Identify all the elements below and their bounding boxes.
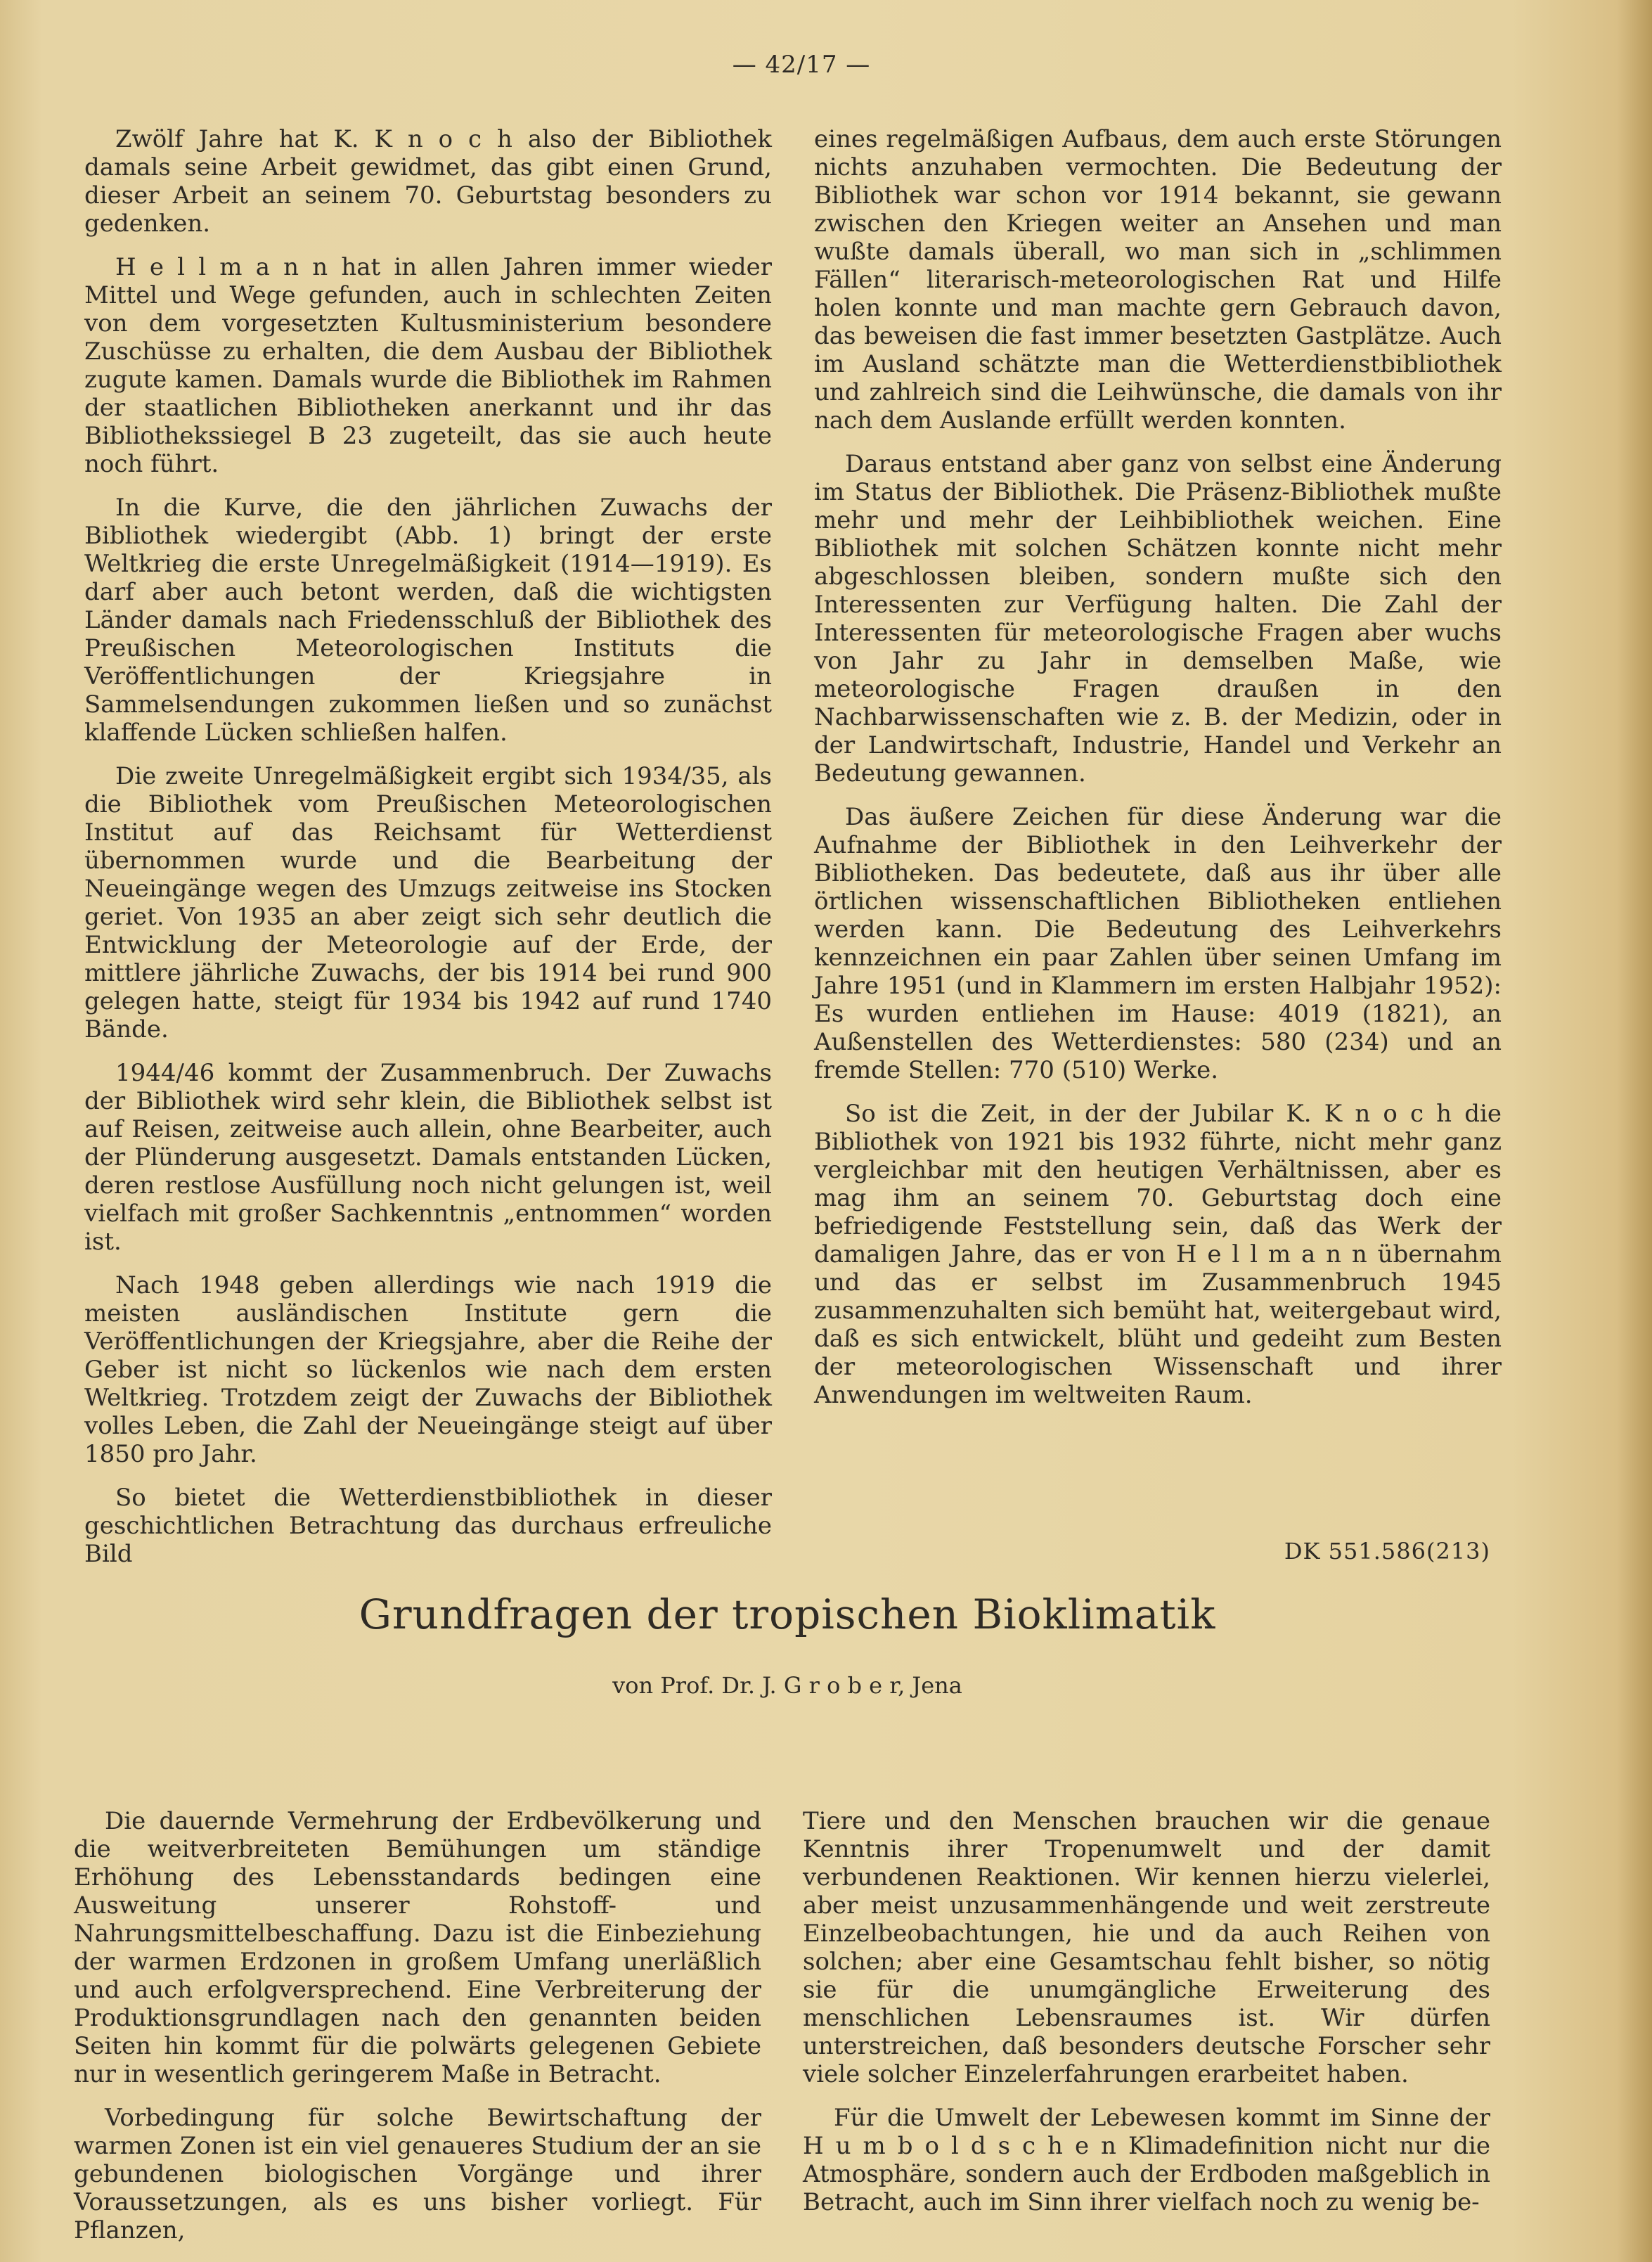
paragraph: Das äußere Zeichen für diese Änderung war die Aufnahme der Bibliothek in den Leihverkehr der Bibliotheken. Das bedeutete, daß aus ihr über alle örtlichen wissenschaftlichen Bibliotheken entliehen werden kann. Die Bedeutung des Leihverkehrs kennzeichnen ein paar Zahlen über seinen Umfang im Jahre 1951 (und in Klammern im ersten Halbjahr 1952): Es wurden entliehen im Hause: 4019 (1821), an Außenstellen des Wetterdienstes: 580 (234) und an fremde Stellen: 770 (510) Werke. (814, 803, 1502, 1084)
paragraph: H e l l m a n n hat in allen Jahren immer wieder Mittel und Wege gefunden, auch in schlechten Zeiten von dem vorgesetzten Kultusministerium besondere Zuschüsse zu erhalten, die dem Ausbau der Bibliothek zugute kamen. Damals wurde die Bibliothek im Rahmen der staatlichen Bibliotheken anerkannt und ihr das Bibliothekssiegel B 23 zugeteilt, das sie auch heute noch führt. (84, 253, 772, 478)
page-number: — 42/17 — (732, 51, 871, 79)
column-1 (84, 125, 772, 1583)
column-4 (803, 1807, 1490, 2232)
paragraph: Vorbedingung für solche Bewirtschaftung der warmen Zonen ist ein viel genaueres Studium der an sie gebundenen biologischen Vorgänge und ihrer Voraussetzungen, als es uns bisher vorliegt. Für Pflanzen, (74, 2104, 761, 2244)
paragraph: Nach 1948 geben allerdings wie nach 1919 die meisten ausländischen Institute gern die Veröffentlichungen der Kriegsjahre, aber die Reihe der Geber ist nicht so lückenlos wie nach dem ersten Weltkrieg. Trotzdem zeigt der Zuwachs der Bibliothek volles Leben, die Zahl der Neueingänge steigt auf über 1850 pro Jahr. (84, 1271, 772, 1468)
paragraph: Tiere und den Menschen brauchen wir die genaue Kenntnis ihrer Tropenumwelt und der damit verbundenen Reaktionen. Wir kennen hierzu vielerlei, aber meist unzusammenhängende und weit zerstreute Einzelbeobachtungen, hie und da auch Reihen von solchen; aber eine Gesamtschau fehlt bisher, so nötig sie für die unumgängliche Erweiterung des menschlichen Lebensraumes ist. Wir dürfen unterstreichen, daß besonders deutsche Forscher sehr viele solcher Einzelerfahrungen erarbeitet haben. (803, 1807, 1490, 2088)
paragraph: Die zweite Unregelmäßigkeit ergibt sich 1934/35, als die Bibliothek vom Preußischen Meteorologischen Institut auf das Reichsamt für Wetterdienst übernommen wurde und die Bearbeitung der Neueingänge wegen des Umzugs zeitweise ins Stocken geriet. Von 1935 an aber zeigt sich sehr deutlich die Entwicklung der Meteorologie auf der Erde, der mittlere jährliche Zuwachs, der bis 1914 bei rund 900 gelegen hatte, steigt für 1934 bis 1942 auf rund 1740 Bände. (84, 762, 772, 1043)
paragraph: 1944/46 kommt der Zusammenbruch. Der Zuwachs der Bibliothek wird sehr klein, die Bibliothek selbst ist auf Reisen, zeitweise auch allein, ohne Bearbeiter, auch der Plünderung ausgesetzt. Damals entstanden Lücken, deren restlose Ausfüllung noch nicht gelungen ist, weil vielfach mit großer Sachkenntnis „entnommen“ worden ist. (84, 1059, 772, 1256)
paragraph: eines regelmäßigen Aufbaus, dem auch erste Störungen nichts anzuhaben vermochten. Die Bedeutung der Bibliothek war schon vor 1914 bekannt, sie gewann zwischen den Kriegen weiter an Ansehen und man wußte damals überall, wo man sich in „schlimmen Fällen“ literarisch-meteorologischen Rat und Hilfe holen konnte und man machte gern Gebrauch davon, das beweisen die fast immer besetzten Gastplätze. Auch im Ausland schätzte man die Wetterdienstbibliothek und zahlreich sind die Leihwünsche, die damals von ihr nach dem Auslande erfüllt werden konnten. (814, 125, 1502, 435)
article-title: Grundfragen der tropischen Bioklimatik (359, 1591, 1216, 1638)
paragraph: Die dauernde Vermehrung der Erdbevölkerung und die weitverbreiteten Bemühungen um ständige Erhöhung des Lebensstandards bedingen eine Ausweitung unserer Rohstoff- und Nahrungsmittelbeschaffung. Dazu ist die Einbeziehung der warmen Erdzonen in großem Umfang unerläßlich und auch erfolgversprechend. Eine Verbreiterung der Produktionsgrundlagen nach den genannten beiden Seiten hin kommt für die polwärts gelegenen Gebiete nur in wesentlich geringerem Maße in Betracht. (74, 1807, 761, 2088)
paragraph: In die Kurve, die den jährlichen Zuwachs der Bibliothek wiedergibt (Abb. 1) bringt der erste Weltkrieg die erste Unregelmäßigkeit (1914—1919). Es darf aber auch betont werden, daß die wichtigsten Länder damals nach Friedensschluß der Bibliothek des Preußischen Meteorologischen Instituts die Veröffentlichungen der Kriegsjahre in Sammelsendungen zukommen ließen und so zunächst klaffende Lücken schließen halfen. (84, 494, 772, 747)
column-3 (74, 1807, 761, 2260)
paragraph: So bietet die Wetterdienstbibliothek in dieser geschichtlichen Betrachtung das durchaus erfreuliche Bild (84, 1484, 772, 1568)
author-line: von Prof. Dr. J. G r o b e r, Jena (612, 1672, 962, 1699)
dk-classification: DK 551.586(213) (1284, 1538, 1490, 1564)
paragraph: So ist die Zeit, in der der Jubilar K. K n o c h die Bibliothek von 1921 bis 1932 führte, nicht mehr ganz vergleichbar mit den heutigen Verhältnissen, aber es mag ihm an seinem 70. Geburtstag doch eine befriedigende Feststellung sein, daß das Werk der damaligen Jahre, das er von H e l l m a n n übernahm und das er selbst im Zusammenbruch 1945 zusammenzuhalten sich bemüht hat, weitergebaut wird, daß es sich entwickelt, blüht und gedeiht zum Besten der meteorologischen Wissenschaft und ihrer Anwendungen im weltweiten Raum. (814, 1100, 1502, 1409)
column-2 (814, 125, 1502, 1425)
paragraph: Für die Umwelt der Lebewesen kommt im Sinne der H u m b o l d s c h e n Klimadefinition nicht nur die Atmosphäre, sondern auch der Erdboden maßgeblich in Betracht, auch im Sinn ihrer vielfach noch zu wenig be- (803, 2104, 1490, 2216)
paragraph: Zwölf Jahre hat K. K n o c h also der Bibliothek damals seine Arbeit gewidmet, das gibt einen Grund, dieser Arbeit an seinem 70. Geburtstag besonders zu gedenken. (84, 125, 772, 238)
paragraph: Daraus entstand aber ganz von selbst eine Änderung im Status der Bibliothek. Die Präsenz-Bibliothek mußte mehr und mehr der Leihbibliothek weichen. Eine Bibliothek mit solchen Schätzen konnte nicht mehr abgeschlossen bleiben, sondern mußte sich den Interessenten zur Verfügung halten. Die Zahl der Interessenten für meteorologische Fragen aber wuchs von Jahr zu Jahr in demselben Maße, wie meteorologische Fragen draußen in den Nachbarwissenschaften wie z. B. der Medizin, oder in der Landwirtschaft, Industrie, Handel und Verkehr an Bedeutung gewannen. (814, 450, 1502, 788)
